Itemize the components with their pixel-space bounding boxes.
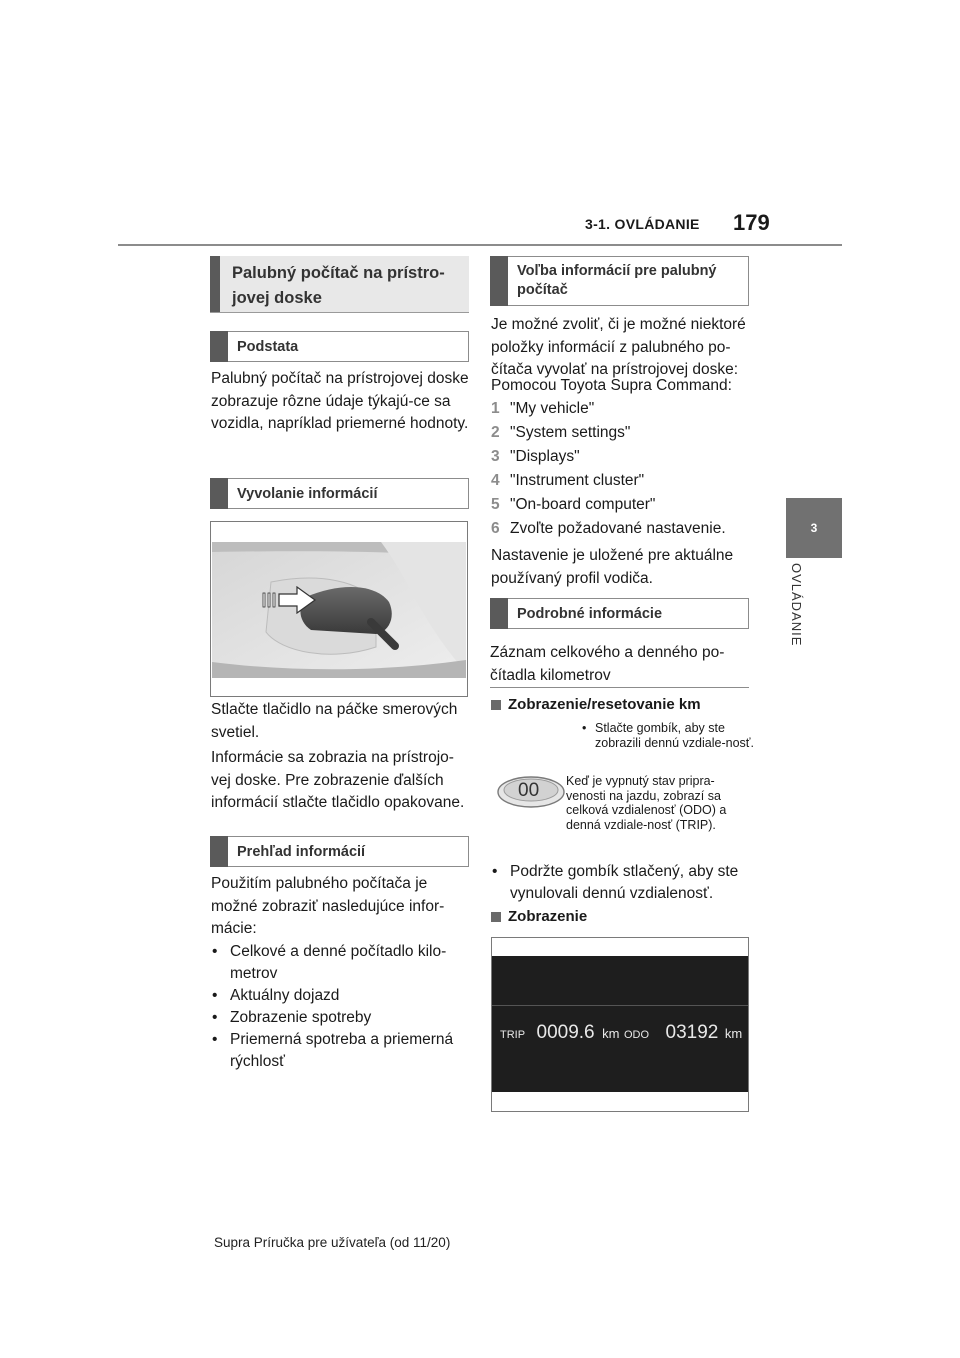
prehlad-list	[211, 941, 469, 1073]
volba-saved: Nastavenie je uložené pre aktuálne používaný profil vodiča.	[491, 547, 734, 587]
km-heading: Zobrazenie/resetovanie km	[491, 696, 701, 713]
page-number: 179	[733, 210, 770, 235]
odo-readout: ODO 03192 km	[624, 1022, 743, 1043]
black-square-icon	[491, 700, 501, 710]
step-item: 2 "System settings"	[491, 424, 631, 441]
heading-volba: Voľba informácií pre palubný počítač	[490, 256, 749, 306]
volba-intro: Je možné zvoliť, či je možné niektoré položky informácií z palubného po-čítača vyvolať na prístrojovej doske:	[491, 316, 746, 378]
km-reset-bullet: • Podržte gombík stlačený, aby ste vynulovali dennú vzdialenosť.	[491, 861, 753, 905]
volba-steps	[491, 397, 753, 541]
heading-podrobne: Podrobné informácie	[490, 598, 749, 629]
step-item: 6 Zvoľte požadované nastavenie.	[491, 520, 726, 537]
heading-podstata: Podstata	[210, 331, 469, 362]
step-item: 1 "My vehicle"	[491, 400, 595, 417]
km-note: Keď je vypnutý stav pripra-venosti na jazdu, zobrazí sa celková vzdialenosť (ODO) a denná vzdiale-nosť (TRIP).	[566, 774, 727, 832]
podstata-text: Palubný počítač na prístrojovej doske zobrazuje rôzne údaje týkajú-ce sa vozidla, napríklad priemerné hodnoty.	[211, 370, 469, 432]
trip-knob-illustration	[494, 771, 568, 811]
section-label: 3-1. OVLÁDANIE	[585, 216, 700, 232]
step-item: 5 "On-board computer"	[491, 496, 656, 513]
vyvolanie-text-1: Stlačte tlačidlo na páčke smerových svetiel.	[211, 701, 458, 741]
heading-prehlad: Prehľad informácií	[210, 836, 469, 867]
volba-command: Pomocou Toyota Supra Command:	[491, 377, 732, 394]
arrow-right-icon	[261, 586, 317, 614]
podrobne-subheading: Záznam celkového a denného po-čítadla kilometrov	[490, 642, 749, 688]
step-item: 3 "Displays"	[491, 448, 580, 465]
header-rule	[118, 244, 842, 246]
list-item: • Zobrazenie spotreby	[211, 1007, 469, 1029]
main-heading-onboard-computer: Palubný počítač na prístro- jovej doske	[210, 256, 469, 313]
turn-signal-stalk-illustration	[210, 521, 468, 697]
instrument-cluster-display	[491, 937, 749, 1112]
list-item: • Priemerná spotreba a priemerná rýchlosť	[211, 1029, 469, 1073]
knob-label: 00	[518, 780, 540, 801]
prehlad-intro: Použitím palubného počítača je možné zobraziť nasledujúce infor-mácie:	[211, 875, 445, 937]
heading-vyvolanie: Vyvolanie informácií	[210, 478, 469, 509]
trip-readout: TRIP 0009.6 km	[500, 1022, 620, 1043]
chapter-tab[interactable]: 3	[786, 498, 842, 558]
chapter-label: OVLÁDANIE	[789, 563, 804, 647]
list-item: • Celkové a denné počítadlo kilo-metrov	[211, 941, 469, 985]
display-heading: Zobrazenie	[491, 908, 587, 925]
black-square-icon	[491, 912, 501, 922]
step-item: 4 "Instrument cluster"	[491, 472, 645, 489]
vyvolanie-text-2: Informácie sa zobrazia na prístrojo-vej doske. Pre zobrazenie ďalších informácií stlačte tlačidlo opakovane.	[211, 749, 465, 811]
list-item: • Aktuálny dojazd	[211, 985, 469, 1007]
km-bullet: • Stlačte gombík, aby ste zobrazili dennú vzdiale-nosť.	[582, 721, 754, 750]
footer-text: Supra Príručka pre užívateľa (od 11/20)	[214, 1235, 451, 1250]
